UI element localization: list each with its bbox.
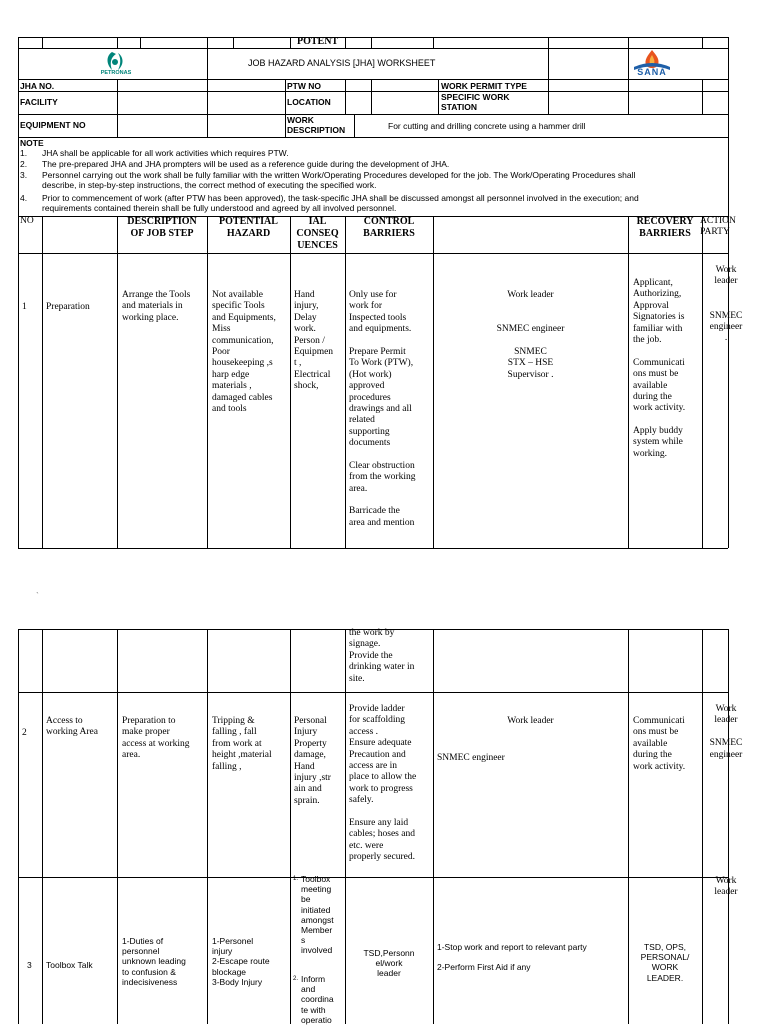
- row-hazard: Tripping & falling , fall from work at height ,material falling ,: [212, 716, 272, 772]
- note-num: 4.: [20, 193, 28, 203]
- row-description: Arrange the Tools and materials in working place.: [122, 290, 191, 323]
- col-header-consequences: IAL CONSEQ UENCES: [296, 216, 339, 251]
- row-control: Only use for work for Inspected tools and equipments. Prepare Permit To Work (PTW), (Hot work) approved procedures drawings and all related supporting documents Clear obstruction from the working area. Barricade the area and mention: [349, 290, 416, 528]
- row-responsible: Work leader SNMEC engineer SNMEC STX – HSE Supervisor .: [496, 290, 565, 380]
- row-step: Access to working Area: [46, 716, 98, 738]
- row-description: 1-Duties of personnel unknown leading to confusion & indecisiveness: [122, 936, 186, 987]
- col-header-action-party: ACTION PARTY: [700, 216, 736, 238]
- row-action: Work leader SNMEC engineer: [709, 704, 743, 760]
- note-num: 1.: [20, 148, 28, 158]
- row-consequence: Hand injury, Delay work. Person / Equipmen t , Electrical shock,: [294, 290, 334, 392]
- potent-label: POTENT: [297, 36, 339, 47]
- row-consequence-num: 2.: [293, 976, 299, 982]
- row-consequence-num: 1.: [293, 876, 299, 882]
- col-header-control-barriers: CONTROL BARRIERS: [363, 216, 415, 239]
- row-number: 3: [27, 960, 32, 970]
- specific-work-station-label: SPECIFIC WORK STATION: [441, 92, 510, 113]
- petronas-logo: [88, 50, 144, 78]
- work-description-label: WORK DESCRIPTION: [287, 115, 346, 136]
- row-responsible-leader: Work leader: [507, 716, 554, 726]
- location-label: LOCATION: [287, 97, 331, 107]
- col-header-description: DESCRIPTION OF JOB STEP: [127, 216, 197, 239]
- col-header-no: NO: [20, 216, 34, 226]
- sana-logo: [630, 49, 674, 79]
- jha-no-label: JHA NO.: [20, 81, 55, 91]
- row-consequence: Personal Injury Property damage, Hand injury ,str ain and sprain.: [294, 716, 331, 806]
- row-number: 1: [22, 302, 27, 312]
- row-hazard: Not available specific Tools and Equipments, Miss communication, Poor housekeeping ,s harp edge materials , damaged cables and tools: [212, 290, 276, 414]
- row-control-continued: the work by signage. Provide the drinking water in site.: [349, 628, 415, 684]
- row-description: Preparation to make proper access at working area.: [122, 716, 190, 761]
- row-number: 2: [22, 728, 27, 738]
- note-text: Personnel carrying out the work shall be fully familiar with the written Work/Operating Procedures developed for the job. The Work/Operating Procedures shall describe, in step-by-step instructions, the correct method of executing the specified work.: [42, 170, 636, 191]
- equipment-no-label: EQUIPMENT NO: [20, 120, 86, 130]
- row-control: TSD,Personn el/work leader: [363, 948, 415, 979]
- page-title: JOB HAZARD ANALYSIS [JHA] WORKSHEET: [248, 58, 436, 68]
- work-description-value: For cutting and drilling concrete using a hammer drill: [388, 121, 586, 131]
- petronas-emblem-icon: [88, 50, 144, 72]
- sana-logo-text: SANA: [637, 67, 667, 77]
- col-header-recovery-barriers: RECOVERY BARRIERS: [636, 216, 694, 239]
- note-text: JHA shall be applicable for all work activities which requires PTW.: [42, 148, 289, 158]
- facility-label: FACILITY: [20, 97, 58, 107]
- note-text: Prior to commencement of work (after PTW has been approved), the task-specific JHA shall be discussed amongst all personnel involved in the execution; and requirements contained therein shall be fully understood and agreed by all involved personnel.: [42, 193, 639, 214]
- petronas-logo-text: PETRONAS: [100, 70, 132, 76]
- row-responsible: 1-Stop work and report to relevant party 2-Perform First Aid if any: [437, 942, 587, 973]
- row-hazard: 1-Personel injury 2-Escape route blockage 3-Body Injury: [212, 936, 270, 987]
- ptw-no-label: PTW NO: [287, 81, 321, 91]
- row-recovery: Applicant, Authorizing, Approval Signatories is familiar with the job. Communicati ons must be available during the work activity. Apply buddy system while working.: [633, 278, 686, 459]
- row-consequence: Toolbox meeting be initiated amongst Member s involved: [301, 874, 334, 956]
- row-control: Provide ladder for scaffolding access . Ensure adequate Precaution and access are in place to allow the work to progress safely. Ensure any laid cables; hoses and etc. were properly secured.: [349, 704, 417, 863]
- note-text: The pre-prepared JHA and JHA prompters will be used as a reference guide during the development of JHA.: [42, 159, 450, 169]
- row-consequence: Inform and coordina te with operatio: [301, 974, 334, 1025]
- work-permit-type-label: WORK PERMIT TYPE: [441, 81, 527, 91]
- row-recovery: TSD, OPS, PERSONAL/ WORK LEADER.: [640, 942, 690, 983]
- col-header-potential-hazard: POTENTIAL HAZARD: [219, 216, 278, 239]
- row-action: Work leader SNMEC engineer .: [709, 265, 743, 344]
- page-mark: `: [36, 590, 39, 600]
- row-responsible-engineer: SNMEC engineer: [437, 753, 505, 763]
- row-step: Toolbox Talk: [46, 960, 93, 970]
- row-action: Work leader: [714, 876, 738, 898]
- row-recovery: Communicati ons must be available during the work activity.: [633, 716, 686, 772]
- note-num: 2.: [20, 159, 28, 169]
- note-num: 3.: [20, 170, 28, 180]
- row-step: Preparation: [46, 302, 90, 312]
- note-label: NOTE: [20, 138, 44, 148]
